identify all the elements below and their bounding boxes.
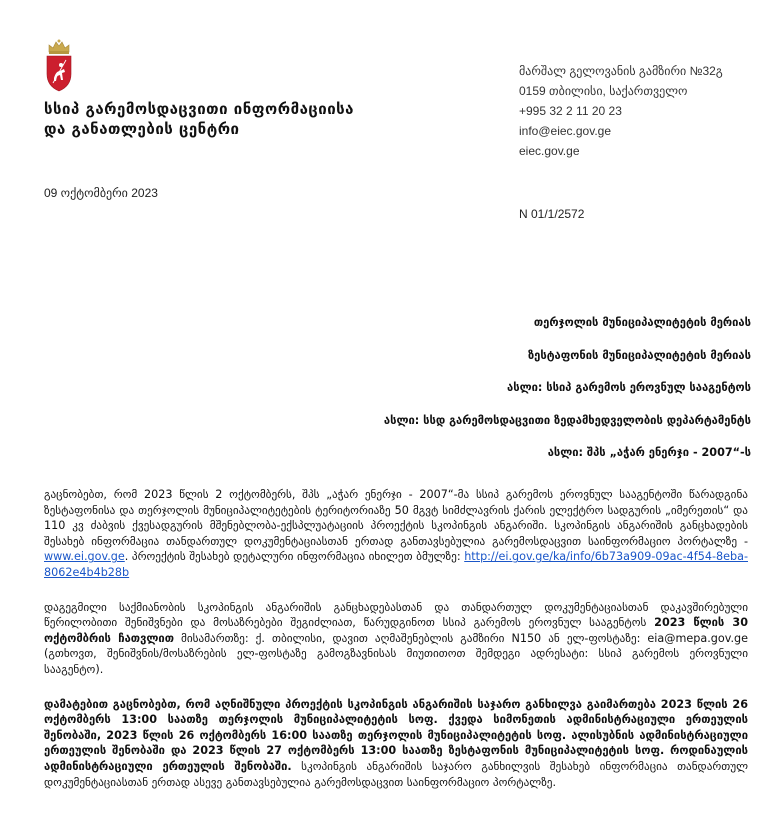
letter-date: 09 ოქტომბერი 2023 [44,186,158,200]
coat-of-arms-icon [44,38,74,92]
email-address[interactable]: info@eiec.gov.ge [519,124,612,138]
p1-mid: . პროექტის შესახებ დეტალური ინფორმაცია იხილეთ ბმულზე: [124,550,465,564]
letter-body [44,487,748,809]
recipient-2: ზესტაფონის მუნიციპალიტეტის მერიას [528,348,751,362]
paragraph-2 [44,600,748,678]
website-link[interactable]: eiec.gov.ge [519,144,580,158]
org-line-1: სსიპ გარემოსდაცვითი ინფორმაციისა [44,100,354,118]
recipient-1: თერჯოლის მუნიციპალიტეტის მერიას [533,316,751,329]
contact-block [519,61,723,161]
p3-rest: სკოპინგის ანგარიშის საჯარო განხილვის შესახებ ინფორმაცია თანდართულ დოკუმენტაციასთან ერთად ასევე განთავსებულია გარემოსდაცვით საინფორმაციო პორტალზე. [44,759,749,789]
recipients-list [384,316,751,479]
p2-text-a: დაგეგმილი საქმიანობის სკოპინგის ანგარიშის განცხადებასთან და თანდართულ დოკუმენტაციასთან დაკავშირებული წერილობითი შენიშვნები და მოსაზრებები შეგიძლიათ, წარუდგინოთ სსიპ გარემოს ეროვნულ სააგენტოს [44,600,748,630]
hearing-schedule-text: დამატებით გაცნობებთ, რომ აღნიშნული პროექტის სკოპინგის ანგარიშის საჯარო განხილვა გაიმართება 2023 წლის 26 ოქტომბერს 13:00 საათზე თერჯოლის მუნიციპალიტეტის სოფ. ქვედა სიმონეთის ადმინისტრაციული ერთეულის შენობაში, 2023 წლის 26 ოქტომბერს 16:00 საათზე თერჯოლის მუნიციპალიტეტის სოფ. ალისუბნის ადმინისტრაციული ერთეულის შენობაში და 2023 წლის 27 ოქტომბერს 13:00 საათზე ზესტაფონის მუნიციპალიტეტის სოფ. როდინაულის ადმინისტრაციული ერთეულის შენობაში. [44,697,748,773]
deadline-text: 2023 წლის 30 ოქტომბრის ჩათვლით [44,616,748,645]
project-link[interactable]: http://ei.gov.ge/ka/info/6b73a909-09ac-4f54-8eba-8062e4b4b28b [44,550,748,579]
paragraph-3 [44,697,748,791]
phone-number: +995 32 2 11 20 23 [519,104,622,118]
portal-link[interactable]: www.ei.gov.ge [44,550,125,564]
reference-number: N 01/1/2572 [519,207,585,221]
p2-text-b: მისამართზე: ქ. თბილისი, დავით აღმაშენებლის გამზირი N150 ან ელ-ფოსტაზე: eia@mepa.gov.ge (გთხოვთ, შენიშვნის/მოსაზრების ელ-ფოსტაზე გამოგზავნისას მიუთითოთ შემდეგი ადრესატი: სსიპ გარემოს ეროვნული სააგენტო). [44,631,748,676]
recipient-copy-1: ასლი: სსიპ გარემოს ეროვნულ სააგენტოს [507,381,751,394]
org-line-2: და განათლების ცენტრი [44,120,240,138]
organization-name [44,99,354,139]
address-line-2: 0159 თბილისი, საქართველო [519,84,688,98]
recipient-copy-2: ასლი: სსდ გარემოსდაცვითი ზედამხედველობის დეპარტამენტს [383,413,751,427]
p1-text: გაცნობებთ, რომ 2023 წლის 2 ოქტომბერს, შპს „აჭარ ენერჯი - 2007“-მა სსიპ გარემოს ეროვნულ სააგენტოში წარადგინა ზესტაფონისა და თერჯოლის მუნიციპალიტეტების ტერიტორიაზე 50 მგვტ სიმძლავრის ქარის ელექტრო სადგურის „იმერეთის“ და 110 კვ ძაბვის ქვესადგურის მშენებლობა-ექსპლუატაციის პროექტის სკოპინგის ანგარიში. სკოპინგის ანგარიშის განცხადების შესახებ ინფორმაცია თანდართულ დოკუმენტაციასთან ერთად განთავსებულია გარემოსდაცვით საინფორმაციო პორტალზე - [44,488,748,548]
paragraph-1 [44,487,748,581]
recipient-copy-3: ასლი: შპს „აჭარ ენერჯი - 2007“-ს [547,446,751,459]
address-line-1: მარშალ გელოვანის გამზირი №32გ [519,64,723,78]
